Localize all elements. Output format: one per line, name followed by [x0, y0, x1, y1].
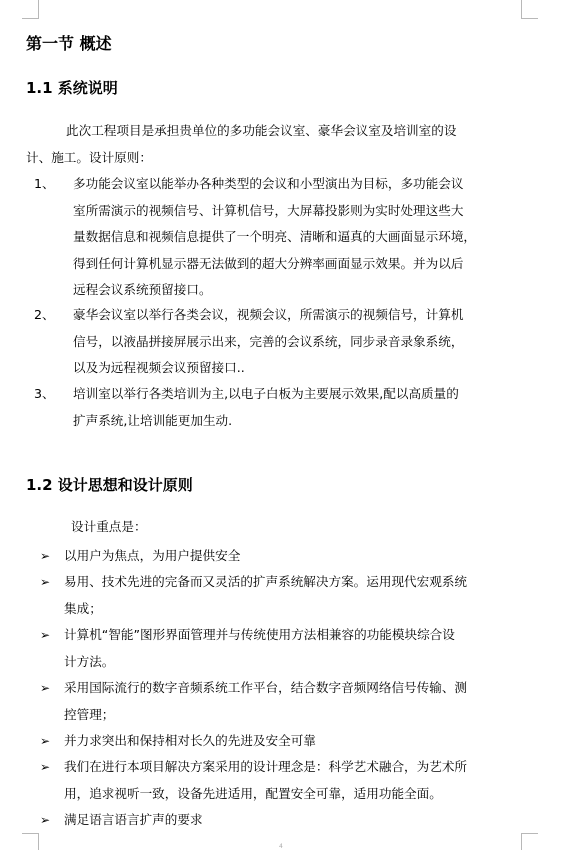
text-line: 并力求突出和保持相对长久的先进及安全可靠	[64, 733, 316, 748]
bullet-item	[64, 569, 467, 622]
bullet-item	[64, 622, 455, 675]
numbered-item	[73, 171, 476, 304]
text-line: 远程会议系统预留接口。	[73, 282, 212, 297]
text-line: 计算机“智能”图形界面管理并与传统使用方法相兼容的功能模块综合设	[64, 627, 455, 642]
text-line: 以用户为焦点，为用户提供安全	[64, 548, 241, 563]
text-line: 满足语言语言扩声的要求	[64, 812, 203, 827]
text-line: 扩声系统,让培训能更加生动.	[73, 412, 233, 428]
arrow-bullet-icon: ➢	[40, 813, 51, 827]
text-line: 室所需演示的视频信号、计算机信号，大屏幕投影则为实时处理这些大	[73, 202, 464, 218]
subsection-title-2: 1.2 设计思想和设计原则	[26, 476, 193, 494]
text-line: 信号，以液晶拼接屏展示出来，完善的会议系统，同步录音录象系统，	[73, 333, 464, 349]
arrow-bullet-icon: ➢	[40, 760, 51, 774]
text-line: 计方法。	[64, 653, 115, 669]
bullet-item	[64, 807, 203, 834]
subsection-title-1: 1.1 系统说明	[26, 79, 118, 97]
bullet-item	[64, 675, 467, 728]
text-line: 多功能会议室以能举办各种类型的会议和小型演出为目标，多功能会议	[73, 176, 464, 191]
text-line: 易用、技术先进的完备而又灵活的扩声系统解决方案。运用现代宏观系统	[64, 574, 467, 589]
section-title: 第一节 概述	[26, 34, 112, 53]
arrow-bullet-icon: ➢	[40, 549, 51, 563]
page-corner-mark	[22, 833, 39, 850]
arrow-bullet-icon: ➢	[40, 734, 51, 748]
numbered-item	[73, 381, 459, 434]
text-line: 用，追求视听一致，设备先进适用，配置安全可靠，适用功能全面。	[64, 785, 442, 801]
page-corner-mark	[22, 0, 39, 19]
list-number: 2、	[34, 307, 55, 322]
text-line: 我们在进行本项目解决方案采用的设计理念是：科学艺术融合，为艺术所	[64, 759, 467, 774]
bullet-item	[64, 543, 240, 570]
text-line: 采用国际流行的数字音频系统工作平台，结合数字音频网络信号传输、测	[64, 680, 467, 695]
list-number: 1、	[34, 176, 55, 191]
design-intro: 设计重点是：	[71, 519, 147, 534]
bullet-item	[64, 728, 316, 755]
bullet-item	[64, 754, 467, 807]
text-line: 以及为远程视频会议预留接口..	[73, 360, 245, 375]
page-marker: 4	[279, 843, 283, 850]
list-number: 3、	[34, 386, 55, 401]
text-line: 培训室以举行各类培训为主,以电子白板为主要展示效果,配以高质量的	[73, 386, 459, 401]
page-corner-mark	[521, 0, 538, 19]
text-line: 得到任何计算机显示器无法做到的超大分辨率画面显示效果。并为以后	[73, 255, 464, 271]
text-line: 集成；	[64, 600, 102, 616]
arrow-bullet-icon: ➢	[40, 681, 51, 695]
arrow-bullet-icon: ➢	[40, 628, 51, 642]
text-line: 此次工程项目是承担贵单位的多功能会议室、豪华会议室及培训室的设	[66, 123, 457, 138]
text-line: 计、施工。设计原则：	[26, 149, 152, 165]
text-line: 量数据信息和视频信息提供了一个明亮、清晰和逼真的大画面显示环境，	[73, 229, 476, 244]
numbered-item	[73, 302, 463, 382]
arrow-bullet-icon: ➢	[40, 575, 51, 589]
text-line: 控管理；	[64, 706, 115, 722]
intro-paragraph	[26, 118, 456, 171]
text-line: 豪华会议室以举行各类会议，视频会议，所需演示的视频信号，计算机	[73, 307, 464, 322]
page-corner-mark	[521, 833, 538, 850]
